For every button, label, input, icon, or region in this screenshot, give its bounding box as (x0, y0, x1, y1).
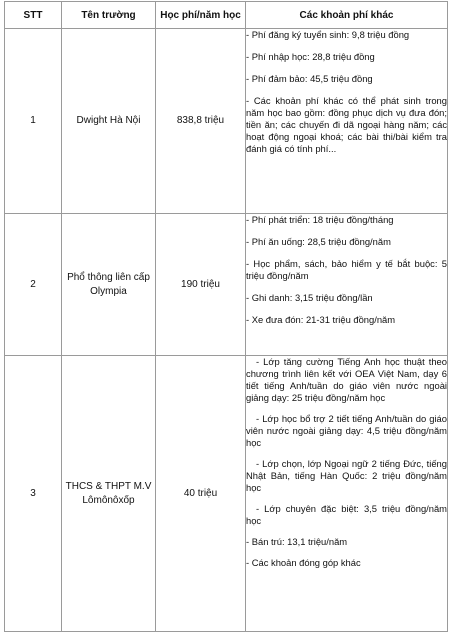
tuition-fees-table (4, 1, 448, 632)
fee-item: - Lớp học bổ trợ 2 tiết tiếng Anh/tuần do giáo viên nước ngoài giảng dạy: 4,5 triệu đồng/năm học (246, 413, 447, 448)
header-tuition: Học phí/năm học (156, 2, 246, 29)
row-stt: 1 (5, 29, 62, 214)
tuition-value: 190 triệu (156, 214, 246, 356)
row-stt: 3 (5, 356, 62, 632)
fee-item: - Các khoản phí khác có thể phát sinh trong năm học bao gồm: đồng phục dịch vụ đưa đón; tiền ăn; các chuyến đi dã ngoại hàng năm; các hoạt động ngoại khoá; các bài thi/bài kiểm tra đánh giá có tính phí... (246, 95, 447, 154)
fee-item: - Các khoản đóng góp khác (246, 557, 361, 568)
fee-item: - Phí đăng ký tuyển sinh: 9,8 triệu đồng (246, 29, 410, 40)
fee-item: - Phí đảm bảo: 45,5 triệu đồng (246, 73, 373, 84)
table-row (5, 214, 448, 356)
school-name: Phổ thông liên cấp Olympia (62, 214, 156, 356)
fee-item: - Lớp chuyên đặc biệt: 3,5 triệu đồng/năm học (246, 503, 447, 526)
school-name: Dwight Hà Nội (62, 29, 156, 214)
header-other-fees: Các khoản phí khác (246, 2, 448, 29)
header-school: Tên trường (62, 2, 156, 29)
header-stt: STT (5, 2, 62, 29)
fee-item: - Xe đưa đón: 21-31 triệu đồng/năm (246, 314, 396, 325)
fee-item: - Phí phát triển: 18 triệu đồng/tháng (246, 214, 394, 225)
fee-item: - Học phẩm, sách, bảo hiểm y tế bắt buộc: 5 triệu đồng/năm (246, 258, 447, 281)
table-header-row (5, 2, 448, 29)
fee-item: - Lớp tăng cường Tiếng Anh học thuật theo chương trình liên kết với OEA Việt Nam, dạy 6 tiết tiếng Anh/tuần do giáo viên nước ngoài giảng dạy: 25 triệu đồng/năm học (246, 356, 447, 403)
other-fees-cell (246, 29, 448, 214)
other-fees-cell (246, 214, 448, 356)
fee-item: - Phí ăn uống: 28,5 triệu đồng/năm (246, 236, 391, 247)
row-stt: 2 (5, 214, 62, 356)
fee-item: - Phí nhập học: 28,8 triệu đồng (246, 51, 375, 62)
tuition-value: 838,8 triệu (156, 29, 246, 214)
school-name: THCS & THPT M.V Lômônôxốp (62, 356, 156, 632)
tuition-value: 40 triệu (156, 356, 246, 632)
table-row (5, 29, 448, 214)
fee-item: - Bán trú: 13,1 triệu/năm (246, 536, 348, 547)
other-fees-cell (246, 356, 448, 632)
fee-item: - Lớp chọn, lớp Ngoại ngữ 2 tiếng Đức, tiếng Nhật Bản, tiếng Hàn Quốc: 2 triệu đồng/năm học (246, 458, 447, 493)
table-row (5, 356, 448, 632)
fee-item: - Ghi danh: 3,15 triệu đồng/lần (246, 292, 373, 303)
